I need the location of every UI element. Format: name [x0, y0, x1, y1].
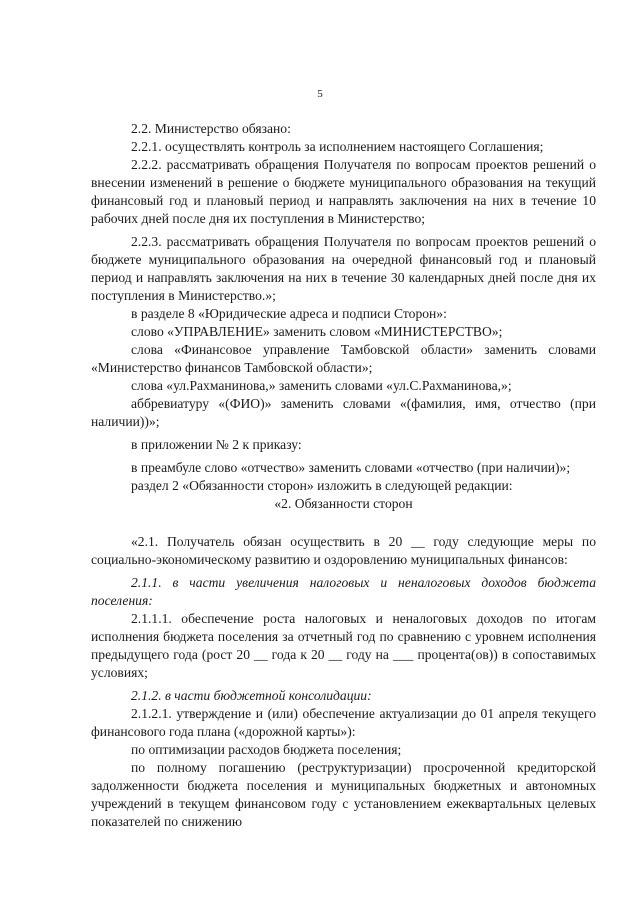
paragraph-section-8: в разделе 8 «Юридические адреса и подписи Сторон»:	[131, 306, 447, 321]
paragraph-appendix-2: в приложении № 2 к приказу:	[131, 437, 302, 452]
paragraph-2-1-2-1: 2.1.2.1. утверждение и (или) обеспечение актуализации до 01 апреля текущего финансового года плана («дорожной карты»):	[91, 706, 596, 739]
paragraph-optimization: по оптимизации расходов бюджета поселения;	[131, 742, 402, 757]
section-heading: «2. Обязанности сторон	[274, 496, 413, 511]
paragraph-2-2-2: 2.2.2. рассматривать обращения Получателя по вопросам проектов решений о внесении изменений в решение о бюджете муниципального образования на текущий финансовый год и плановый период и направлять заключения на них в течение 10 рабочих дней после дня их поступления в Министерство;	[91, 157, 596, 226]
paragraph-2-2-1: 2.2.1. осуществлять контроль за исполнением настоящего Соглашения;	[131, 139, 544, 154]
paragraph-2-2: 2.2. Министерство обязано:	[131, 121, 291, 136]
paragraph-2-1: «2.1. Получатель обязан осуществить в 20 __ году следующие меры по социально-экономическому развитию и оздоровлению муниципальных финансов:	[91, 534, 596, 567]
paragraph-address-replace: слова «ул.Рахманинова,» заменить словами «ул.С.Рахманинова,»;	[131, 378, 512, 393]
paragraph-section-2-intro: раздел 2 «Обязанности сторон» изложить в следующей редакции:	[131, 478, 513, 493]
paragraph-word-replace: слово «УПРАВЛЕНИЕ» заменить словом «МИНИСТЕРСТВО»;	[131, 324, 503, 339]
paragraph-preamble: в преамбуле слово «отчество» заменить словами «отчество (при наличии)»;	[131, 460, 571, 475]
paragraph-abbreviation-replace: аббревиатуру «(ФИО)» заменить словами «(фамилия, имя, отчество (при наличии))»;	[91, 396, 596, 429]
paragraph-debt-repayment: по полному погашению (реструктуризации) просроченной кредиторской задолженности бюджета поселения и муниципальных бюджетных и автономных учреждений в текущем финансовом году с установлением ежеквартальных целевых показателей по снижению	[91, 760, 596, 829]
paragraph-2-2-3: 2.2.3. рассматривать обращения Получателя по вопросам проектов решений о бюджете муниципального образования на очередной финансовый год и плановый период и направлять заключения на них в течение 30 календарных дней после дня их поступления в Министерство.»;	[91, 234, 596, 303]
paragraph-words-replace-ministry: слова «Финансовое управление Тамбовской области» заменить словами «Министерство финансов Тамбовской области»;	[91, 342, 596, 375]
paragraph-2-1-1-heading: 2.1.1. в части увеличения налоговых и неналоговых доходов бюджета поселения:	[91, 575, 596, 608]
page-number: 5	[317, 88, 323, 100]
document-body	[91, 120, 596, 831]
paragraph-2-1-2-heading: 2.1.2. в части бюджетной консолидации:	[131, 688, 372, 703]
paragraph-2-1-1-1: 2.1.1.1. обеспечение роста налоговых и неналоговых доходов по итогам исполнения бюджета поселения за отчетный год по сравнению с уровнем исполнения предыдущего года (рост 20 __ года к 20 __ году на ___ процента(ов)) в сопоставимых условиях;	[91, 611, 596, 680]
